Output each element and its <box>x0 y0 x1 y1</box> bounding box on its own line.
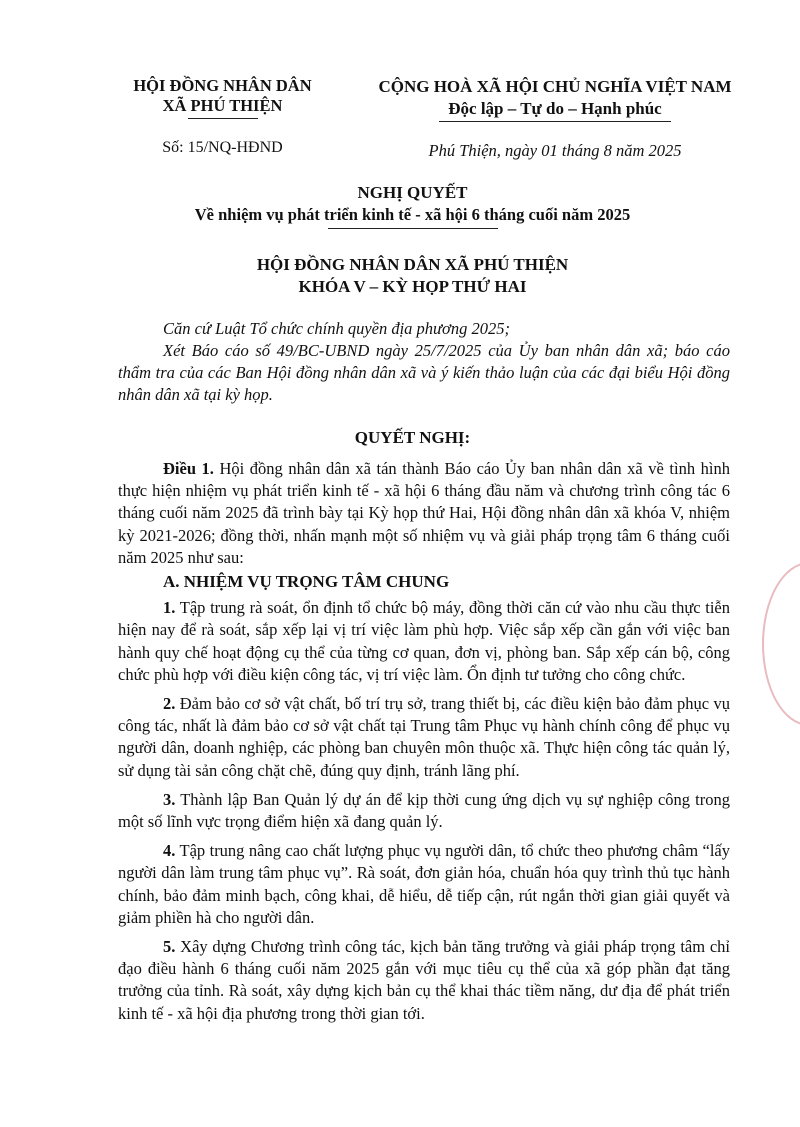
authority-line-1: HỘI ĐỒNG NHÂN DÂN <box>133 76 312 95</box>
list-item <box>118 693 730 782</box>
title-underline <box>328 228 498 229</box>
item-number: 2. <box>163 694 176 714</box>
decision-heading: QUYẾT NGHỊ: <box>354 428 471 447</box>
document-subject: Về nhiệm vụ phát triển kinh tế - xã hội 6 tháng cuối năm 2025 <box>194 205 631 224</box>
document-type: NGHỊ QUYẾT <box>357 183 468 202</box>
authority-line-2: XÃ PHÚ THIỆN <box>162 96 283 115</box>
basis-paragraph: Căn cứ Luật Tổ chức chính quyền địa phương 2025; <box>163 319 510 338</box>
item-text: Thành lập Ban Quản lý dự án để kịp thời cung ứng dịch vụ sự nghiệp công trong một số lĩnh vực trọng điểm hiện xã đang quản lý. <box>118 789 730 832</box>
place-date: Phú Thiện, ngày 01 tháng 8 năm 2025 <box>428 141 682 160</box>
legal-basis <box>118 318 730 406</box>
authority-underline <box>188 118 258 119</box>
list-item <box>118 789 730 833</box>
list-item <box>118 840 730 929</box>
article-label: Điều 1. <box>163 459 214 478</box>
item-number: 3. <box>163 789 176 809</box>
item-text: Xây dựng Chương trình công tác, kịch bản tăng trưởng và giải pháp trọng tâm chỉ đạo điều hành 6 tháng cuối năm 2025 gắn với mục tiêu cụ thể của xã góp phần đạt tăng trưởng của tỉnh. Rà soát, xây dựng kịch bản cụ thể khai thác tiềm năng, dư địa để phát triển kinh tế - xã hội địa phương trong thời gian tới. <box>118 937 730 1023</box>
national-motto: Độc lập – Tự do – Hạnh phúc <box>448 99 662 118</box>
motto-underline <box>439 121 671 122</box>
section-heading: A. NHIỆM VỤ TRỌNG TÂM CHUNG <box>163 572 450 592</box>
document-title <box>100 182 725 229</box>
resolution-body <box>118 458 730 1032</box>
item-text: Tập trung rà soát, ổn định tổ chức bộ máy, đồng thời căn cứ vào nhu cầu thực tiễn hiện nay để rà soát, sắp xếp lại vị trí việc làm phù hợp. Việc sắp xếp cần gắn với việc ban hành quy chế hoạt động cụ thể của từng cơ quan, đơn vị, phòng ban. Sắp xếp cán bộ, công chức phù hợp với điều kiện công tác, vị trí việc làm. Ổn định tư tưởng cho công chức. <box>118 598 730 684</box>
basis-paragraph: Xét Báo cáo số 49/BC-UBND ngày 25/7/2025 của Ủy ban nhân dân xã; báo cáo thẩm tra của các Ban Hội đồng nhân dân xã và ý kiến thảo luận của các đại biểu Hội đồng nhân dân xã tại kỳ họp. <box>118 341 730 404</box>
document-number: Số: 15/NQ-HĐND <box>162 139 283 156</box>
item-number: 5. <box>163 937 176 957</box>
item-number: 1. <box>163 598 176 618</box>
nation-title: CỘNG HOÀ XÃ HỘI CHỦ NGHĨA VIỆT NAM <box>378 77 732 96</box>
article-text: Hội đồng nhân dân xã tán thành Báo cáo Ủy ban nhân dân xã về tình hình thực hiện nhiệm vụ phát triển kinh tế - xã hội 6 tháng đầu năm và chương trình công tác 6 tháng cuối năm 2025 đã trình bày tại Kỳ họp thứ Hai, Hội đồng nhân dân xã khóa V, nhiệm kỳ 2021-2026; đồng thời, nhấn mạnh một số nhiệm vụ và giải pháp trọng tâm 6 tháng cuối năm 2025 như sau: <box>118 459 730 567</box>
item-text: Tập trung nâng cao chất lượng phục vụ người dân, tổ chức theo phương châm “lấy người dân làm trung tâm phục vụ”. Rà soát, đơn giản hóa, chuẩn hóa quy trình thủ tục hành chính, bảo đảm minh bạch, công khai, dễ hiểu, dễ tiếp cận, rút ngắn thời gian giải quyết và giảm phiền hà cho người dân. <box>118 841 730 927</box>
item-text: Đảm bảo cơ sở vật chất, bố trí trụ sở, trang thiết bị, các điều kiện bảo đảm phục vụ công tác, nhất là đảm bảo cơ sở vật chất tại Trung tâm Phục vụ hành chính công để phục vụ người dân, doanh nghiệp, các phòng ban chuyên môn thuộc xã. Thực hiện công tác quản lý, sử dụng tài sản công chặt chẽ, đúng quy định, tránh lãng phí. <box>118 694 730 780</box>
list-item <box>118 597 730 686</box>
list-item <box>118 936 730 1025</box>
issuing-authority <box>100 76 345 119</box>
official-seal-icon <box>762 562 800 726</box>
article-1 <box>118 458 730 569</box>
item-number: 4. <box>163 841 176 861</box>
council-name: HỘI ĐỒNG NHÂN DÂN XÃ PHÚ THIỆN <box>256 255 569 274</box>
national-header <box>360 76 750 122</box>
council-heading <box>100 254 725 298</box>
council-session: KHÓA V – KỲ HỌP THỨ HAI <box>298 277 527 296</box>
